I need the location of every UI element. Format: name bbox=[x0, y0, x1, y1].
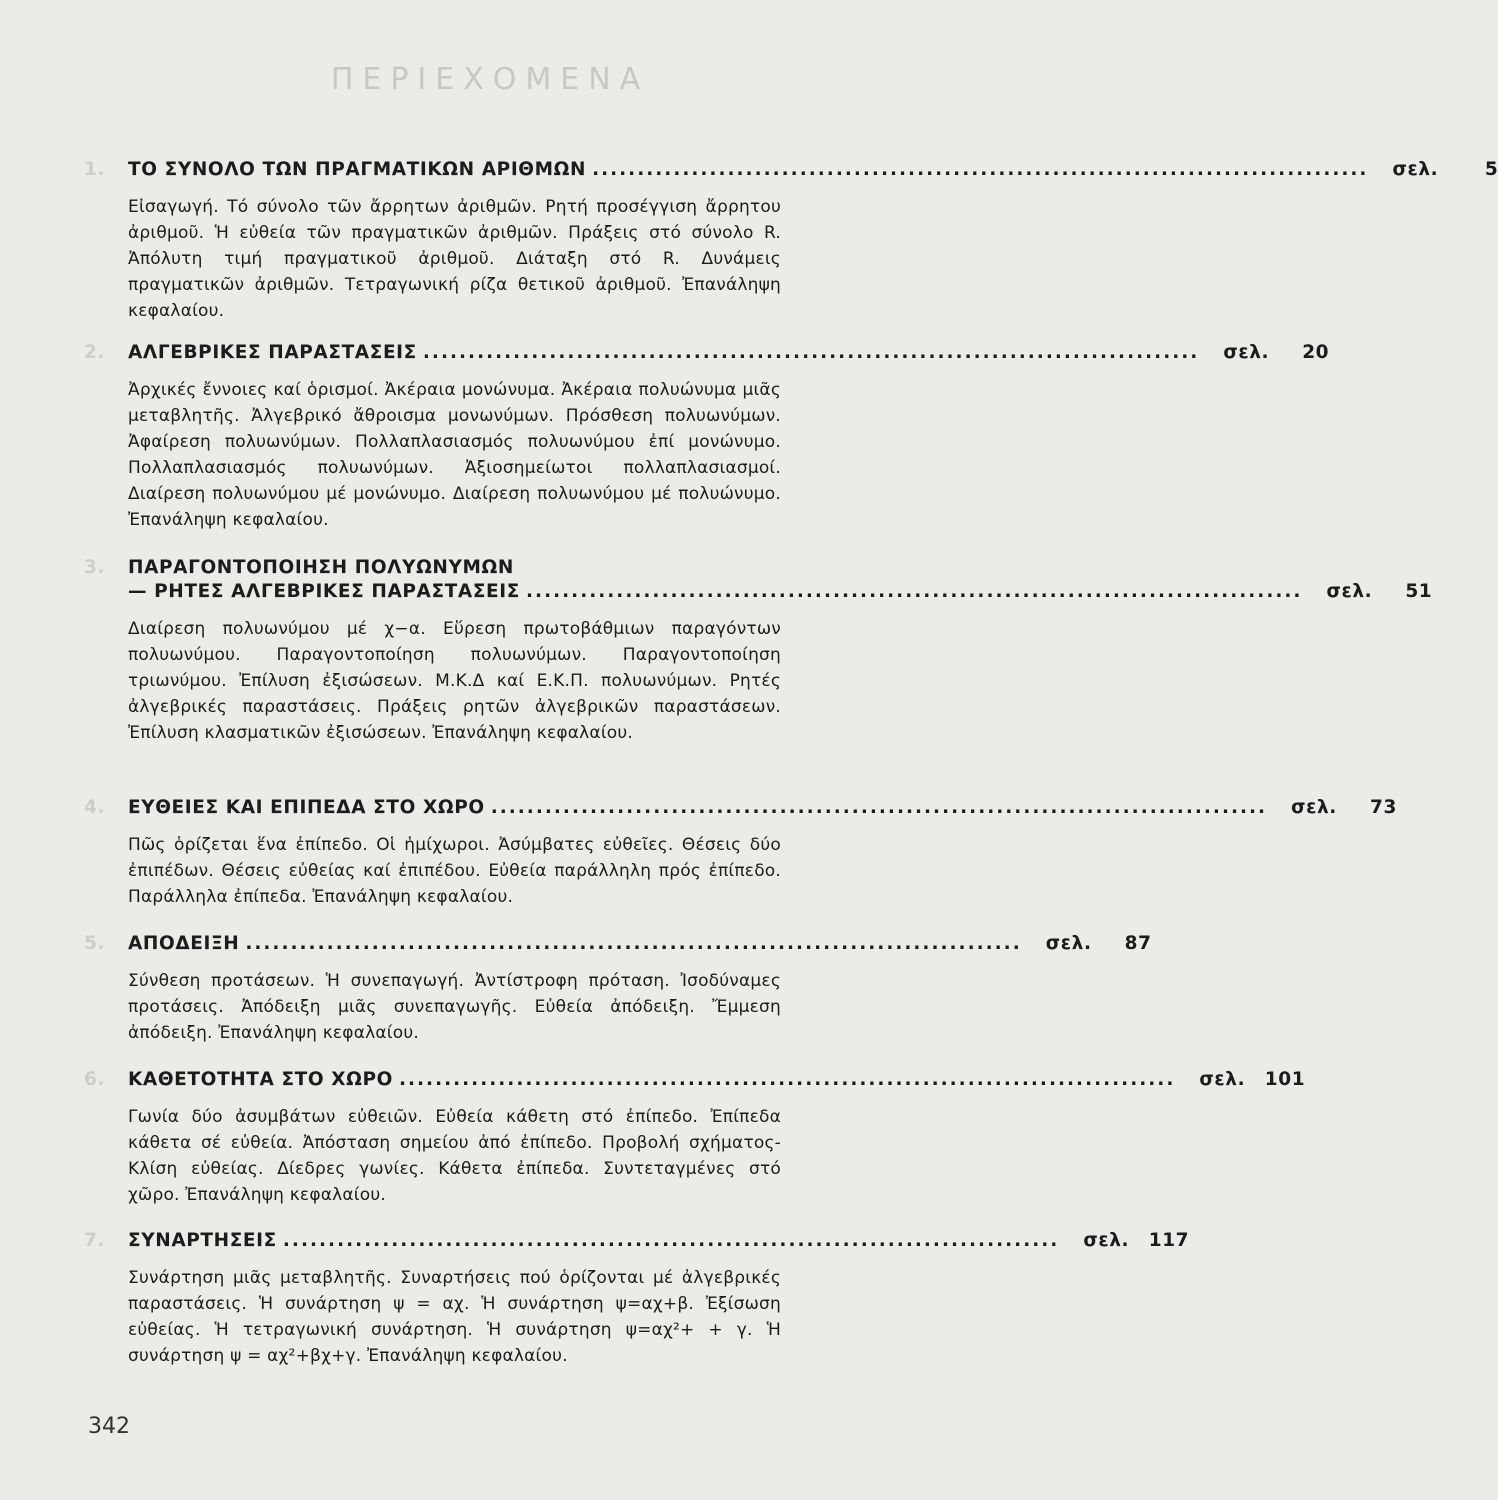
chapter-title: ΕΥΘΕΙΕΣ ΚΑΙ ΕΠΙΠΕΔΑ ΣΤΟ ΧΩΡΟ bbox=[128, 797, 485, 818]
toc-entry-4 bbox=[84, 796, 1397, 910]
chapter-description: Ἀρχικές ἔννοιες καί ὁρισμοί. Ἀκέραια μονώνυμα. Ἀκέραια πολυώνυμα μιᾶς μεταβλητῆς. Ἀλγεβρικό ἄθροισμα μονωνύμων. Πρόσθεση πολυωνύμων. Ἀφαίρεση πολυωνύμων. Πολλαπλασιασμός πολυωνύμου ἐπί μονώνυμο. Πολλαπλασιασμός πολυωνύμων. Ἀξιοσημείωτοι πολλαπλασιασμοί. Διαίρεση πολυωνύμου μέ μονώνυμο. Διαίρεση πολυωνύμου μέ πολυώνυμο. Ἐπανάληψη κεφαλαίου. bbox=[128, 380, 781, 530]
page-title: ΠΕΡΙΕΧΟΜΕΝΑ bbox=[330, 62, 650, 97]
chapter-description: Σύνθεση προτάσεων. Ἡ συνεπαγωγή. Ἀντίστροφη πρόταση. Ἰσοδύναμες προτάσεις. Ἀπόδειξη μιᾶς συνεπαγωγῆς. Εὐθεία ἀπόδειξη. Ἔμμεση ἀπόδειξη. Ἐπανάληψη κεφαλαίου. bbox=[128, 971, 781, 1043]
chapter-page: 101 bbox=[1264, 1069, 1306, 1090]
leader-dots: ...................................................................................... bbox=[398, 1069, 1176, 1090]
chapter-description: Εἰσαγωγή. Τό σύνολο τῶν ἄρρητων ἀριθμῶν. Ρητή προσέγγιση ἄρρητου ἀριθμοῦ. Ἡ εὐθεία τῶν πραγματικῶν ἀριθμῶν. Πράξεις στό σύνολο R. Ἀπόλυτη τιμή πραγματικοῦ ἀριθμοῦ. Διάταξη στό R. Δυνάμεις πραγματικῶν ἀριθμῶν. Τετραγωνική ρίζα θετικοῦ ἀριθμοῦ. Ἐπανάληψη κεφαλαίου. bbox=[128, 197, 781, 321]
toc-entry-heading bbox=[84, 1229, 1190, 1253]
toc-entry-heading-line2 bbox=[84, 580, 1433, 604]
toc-entry-heading bbox=[84, 1068, 1306, 1092]
page-label: σελ. bbox=[1045, 933, 1092, 954]
chapter-number: 5. bbox=[84, 933, 106, 954]
chapter-title: ΣΥΝΑΡΤΗΣΕΙΣ bbox=[128, 1230, 277, 1251]
leader-dots: ...................................................................................... bbox=[490, 797, 1268, 818]
page-label: σελ. bbox=[1223, 342, 1270, 363]
chapter-page: 117 bbox=[1148, 1230, 1190, 1251]
chapter-number: 1. bbox=[84, 159, 106, 180]
toc-entry-5 bbox=[84, 932, 1152, 1046]
page-label: σελ. bbox=[1326, 581, 1373, 602]
toc-entry-2 bbox=[84, 341, 1330, 533]
chapter-title: ΤΟ ΣΥΝΟΛΟ ΤΩΝ ΠΡΑΓΜΑΤΙΚΩΝ ΑΡΙΘΜΩΝ bbox=[128, 159, 587, 180]
chapter-description: Συνάρτηση μιᾶς μεταβλητῆς. Συναρτήσεις πού ὁρίζονται μέ ἀλγεβρικές παραστάσεις. Ἡ συνάρτηση ψ = αχ. Ἡ συνάρτηση ψ=αχ+β. Ἐξίσωση εὐθείας. Ἡ τετραγωνική συνάρτηση. Ἡ συνάρτηση ψ=αχ²+ + γ. Ἡ συνάρτηση ψ = αχ²+βχ+γ. Ἐπανάληψη κεφαλαίου. bbox=[128, 1268, 781, 1366]
chapter-description: Διαίρεση πολυωνύμου μέ χ−α. Εὕρεση πρωτοβάθμιων παραγόντων πολυωνύμου. Παραγοντοποίηση πολυωνύμων. Παραγοντοποίηση τριωνύμου. Ἐπίλυση ἐξισώσεων. Μ.Κ.Δ καί Ε.Κ.Π. πολυωνύμων. Ρητές ἀλγεβρικές παραστάσεις. Πράξεις ρητῶν ἀλγεβρικῶν παραστάσεων. Ἐπίλυση κλασματικῶν ἐξισώσεων. Ἐπανάληψη κεφαλαίου. bbox=[128, 619, 781, 743]
chapter-title: ΚΑΘΕΤΟΤΗΤΑ ΣΤΟ ΧΩΡΟ bbox=[128, 1069, 393, 1090]
chapter-number: 3. bbox=[84, 557, 106, 578]
chapter-number: 7. bbox=[84, 1230, 106, 1251]
toc-entry-heading bbox=[84, 341, 1330, 365]
toc-entry-7 bbox=[84, 1229, 1190, 1369]
chapter-subtitle: — ΡΗΤΕΣ ΑΛΓΕΒΡΙΚΕΣ ΠΑΡΑΣΤΑΣΕΙΣ bbox=[128, 581, 521, 602]
page-number: 342 bbox=[88, 1414, 130, 1439]
chapter-description: Γωνία δύο ἀσυμβάτων εὐθειῶν. Εὐθεία κάθετη στό ἐπίπεδο. Ἐπίπεδα κάθετα σέ εὐθεία. Ἀπόσταση σημείου ἀπό ἐπίπεδο. Προβολή σχήματος-Κλίση εὐθείας. Δίεδρες γωνίες. Κάθετα ἐπίπεδα. Συντεταγμένες στό χῶρο. Ἐπανάληψη κεφαλαίου. bbox=[128, 1107, 781, 1205]
chapter-page: 20 bbox=[1302, 342, 1330, 363]
leader-dots: ...................................................................................... bbox=[592, 159, 1369, 180]
toc-entry-heading bbox=[84, 796, 1397, 820]
page-label: σελ. bbox=[1199, 1069, 1246, 1090]
chapter-description: Πῶς ὁρίζεται ἕνα ἐπίπεδο. Οἱ ἡμίχωροι. Ἀσύμβατες εὐθεῖες. Θέσεις δύο ἐπιπέδων. Θέσεις εὐθείας καί ἐπιπέδου. Εὐθεία παράλληλη πρός ἐπίπεδο. Παράλληλα ἐπίπεδα. Ἐπανάληψη κεφαλαίου. bbox=[128, 835, 781, 907]
chapter-page: 87 bbox=[1124, 933, 1152, 954]
page-label: σελ. bbox=[1083, 1230, 1130, 1251]
page-label: σελ. bbox=[1291, 797, 1337, 818]
toc-entry-1 bbox=[84, 158, 1498, 324]
leader-dots: ...................................................................................... bbox=[245, 933, 1022, 954]
toc-entry-heading bbox=[84, 158, 1498, 182]
toc-entry-heading bbox=[84, 932, 1152, 956]
chapter-number: 6. bbox=[84, 1069, 106, 1090]
chapter-page: 51 bbox=[1405, 581, 1433, 602]
toc-entry-3 bbox=[84, 556, 1433, 746]
chapter-page: 73 bbox=[1369, 797, 1397, 818]
toc-entry-heading bbox=[84, 556, 904, 580]
chapter-title: ΠΑΡΑΓΟΝΤΟΠΟΙΗΣΗ ΠΟΛΥΩΝΥΜΩΝ bbox=[128, 557, 514, 578]
chapter-title: ΑΛΓΕΒΡΙΚΕΣ ΠΑΡΑΣΤΑΣΕΙΣ bbox=[128, 342, 417, 363]
toc-entry-6 bbox=[84, 1068, 1306, 1208]
chapter-number: 2. bbox=[84, 342, 106, 363]
chapter-page: 5 bbox=[1484, 159, 1498, 180]
chapter-number: 4. bbox=[84, 797, 106, 818]
page-label: σελ. bbox=[1392, 159, 1439, 180]
leader-dots: ...................................................................................... bbox=[422, 342, 1200, 363]
chapter-title: ΑΠΟΔΕΙΞΗ bbox=[128, 933, 240, 954]
leader-dots: ...................................................................................... bbox=[526, 581, 1303, 602]
leader-dots: ...................................................................................... bbox=[282, 1230, 1060, 1251]
